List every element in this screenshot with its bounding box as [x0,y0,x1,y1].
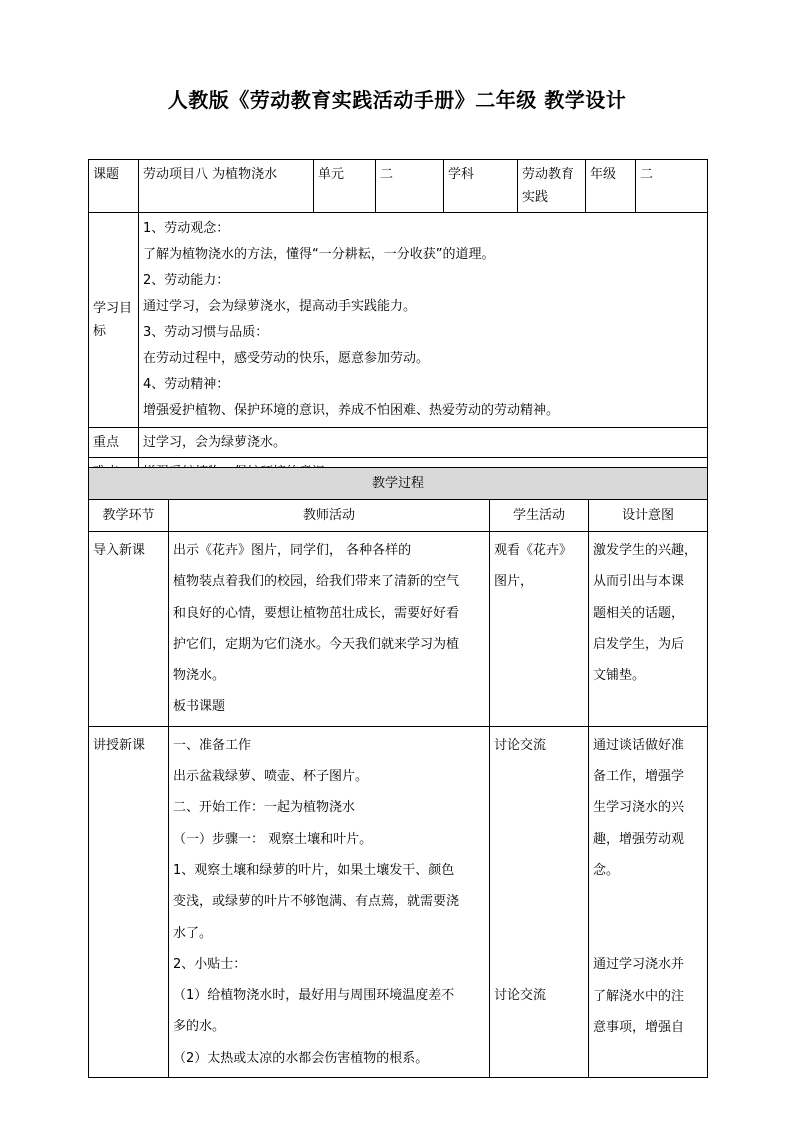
lesson-row [89,160,708,213]
col-intent: 设计意图 [589,500,708,532]
student-line: 图片， [494,574,534,590]
subject-value: 劳动教育实践 [518,160,586,213]
teaching-student [490,726,589,1077]
spacer [494,761,584,980]
intent-line: 激发学生的兴趣， [593,543,698,558]
intent-line: 趣，增强劳动观 [593,831,685,847]
unit-value: 二 [376,160,444,213]
teacher-line: 水了。 [173,925,213,941]
goal-line: 增强爱护植物、保护环境的意识，养成不怕困难、热爱劳动的劳动精神。 [143,403,560,418]
intent-line: 题相关的话题， [593,605,685,621]
intro-intent [589,532,708,727]
intent-line: 了解浇水中的注 [593,988,685,1004]
student-line: 讨论交流 [494,988,547,1004]
teacher-line: （2）太热或太凉的水都会伤害植物的根系。 [173,1050,429,1066]
teacher-line: 护它们，定期为它们浇水。今天我们就来学习为植 [173,636,460,652]
intro-stage: 导入新课 [89,532,169,727]
col-student: 学生活动 [490,500,589,532]
key-point-value: 过学习，会为绿萝浇水。 [139,428,708,458]
process-table [88,467,708,1078]
page-title: 人教版《劳动教育实践活动手册》二年级 教学设计 [167,88,627,112]
goal-line: 在劳动过程中，感受劳动的快乐，愿意参加劳动。 [143,351,430,366]
intent-line: 备工作，增强学 [593,769,685,785]
teacher-line: 植物装点着我们的校园，给我们带来了清新的空气 [173,574,460,590]
process-header: 教学过程 [89,468,708,500]
goals-content [139,213,708,428]
teacher-line: 一、准备工作 [173,737,252,753]
teacher-line: 2、小贴士： [173,956,247,972]
teacher-line: 多的水。 [173,1019,226,1035]
intent-line: 意事项，增强自 [593,1019,685,1035]
spacer [593,886,703,949]
teacher-line: 二、开始工作：一起为植物浇水 [173,800,356,816]
process-header-row [89,468,708,500]
teacher-line: 和良好的心情，要想让植物茁壮成长，需要好好看 [173,605,460,621]
grade-label: 年级 [586,160,636,213]
goal-line: 了解为植物浇水的方法，懂得“一分耕耘，一分收获”的道理。 [143,247,495,262]
teacher-line: 板书课题 [173,699,226,715]
student-line: 观看《花卉》 [494,543,573,558]
teaching-stage: 讲授新课 [89,726,169,1077]
key-point-label: 重点 [89,428,139,458]
intent-line: 文铺垫。 [593,668,646,684]
info-table [88,159,708,488]
intent-line: 通过学习浇水并 [593,957,685,973]
intent-line: 通过谈话做好准 [593,737,685,753]
teacher-line: 物浇水。 [173,668,226,684]
teacher-line: （1）给植物浇水时，最好用与周围环境温度差不 [173,988,455,1004]
intent-line: 念。 [593,862,620,878]
intent-line: 生学习浇水的兴 [593,800,685,816]
teaching-intent [589,726,708,1077]
goal-line: 2、劳动能力： [143,273,230,288]
intent-line: 从而引出与本课 [593,574,685,590]
goal-line: 3、劳动习惯与品质： [143,325,269,340]
col-stage: 教学环节 [89,500,169,532]
goal-line: 4、劳动精神： [143,377,230,392]
intro-teacher [169,532,490,727]
key-point-row [89,428,708,458]
goals-row [89,213,708,428]
intro-row [89,532,708,727]
student-line: 讨论交流 [494,737,547,753]
goal-line: 1、劳动观念： [143,221,230,236]
lesson-label: 课题 [89,160,139,213]
teacher-line: （一）步骤一： 观察土壤和叶片。 [173,831,373,847]
grade-value: 二 [636,160,708,213]
teacher-line: 1、观察土壤和绿萝的叶片，如果土壤发干、颜色 [173,862,455,878]
goal-line: 通过学习，会为绿萝浇水，提高动手实践能力。 [143,299,417,314]
subject-label: 学科 [444,160,518,213]
unit-label: 单元 [314,160,376,213]
teacher-line: 变浅，或绿萝的叶片不够饱满、有点蔫，就需要浇 [173,894,460,910]
intro-student [490,532,589,727]
lesson-value: 劳动项目八 为植物浇水 [139,160,314,213]
columns-row [89,500,708,532]
teacher-line: 出示盆栽绿萝、喷壶、杯子图片。 [173,769,369,785]
goals-label: 学习目标 [89,213,139,428]
teaching-row [89,726,708,1077]
teacher-line: 出示《花卉》图片，同学们， 各种各样的 [173,543,412,558]
teaching-teacher [169,726,490,1077]
intent-line: 启发学生，为后 [593,636,685,652]
col-teacher: 教师活动 [169,500,490,532]
